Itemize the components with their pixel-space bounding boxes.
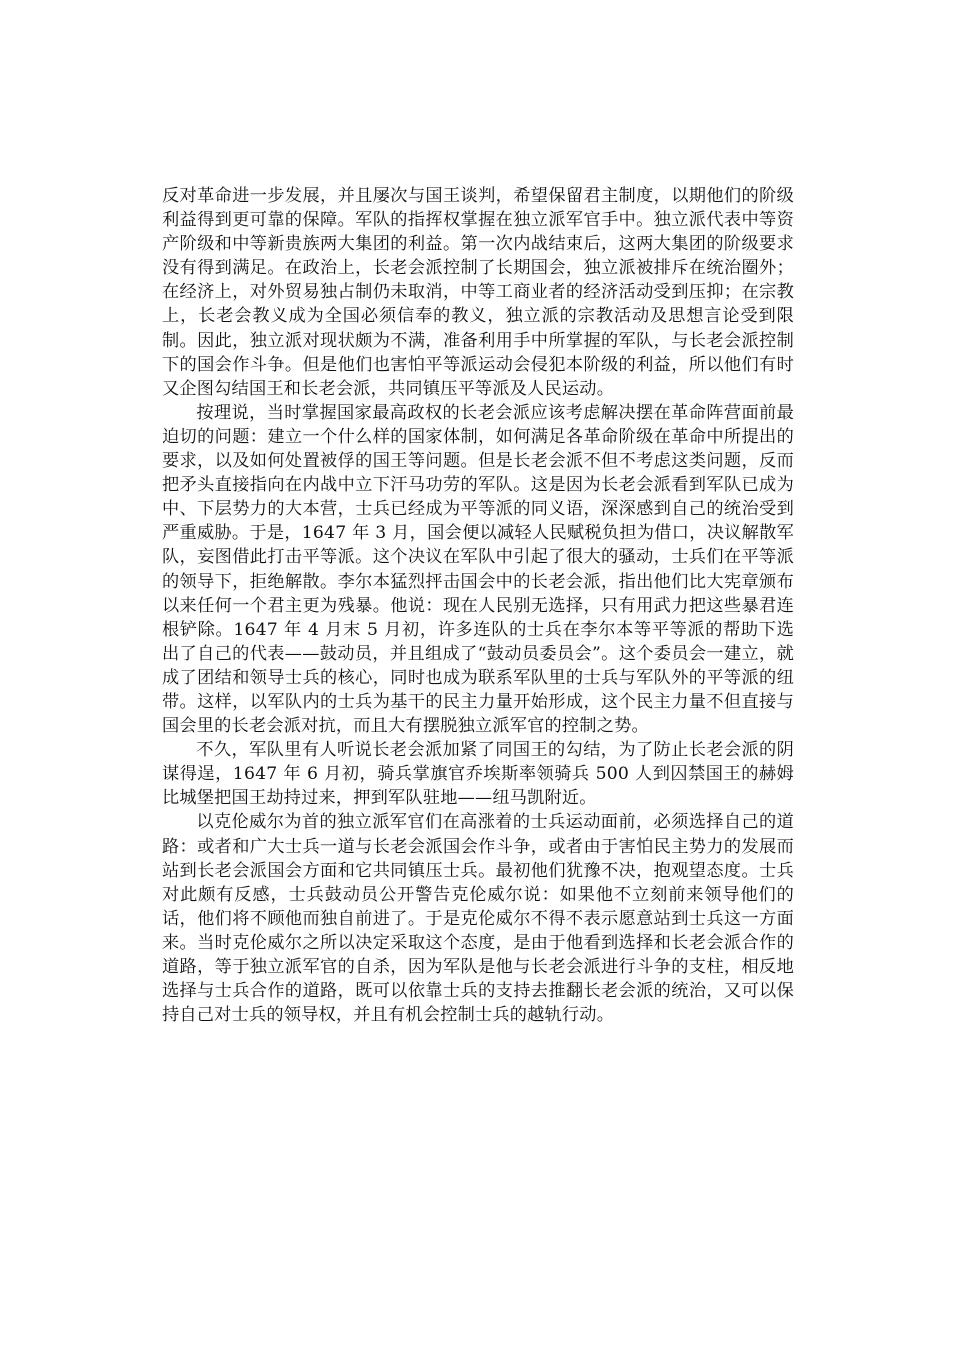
paragraph-4: 以克伦威尔为首的独立派军官们在高涨着的士兵运动面前，必须选择自己的道路：或者和广大士兵一道与长老会派国会作斗争，或者由于害怕民主势力的发展而站到长老会派国会方面和它共同镇压士兵。最初他们犹豫不决，抱观望态度。士兵对此颇有反感，士兵鼓动员公开警告克伦威尔说：如果他不立刻前来领导他们的话，他们将不顾他而独自前进了。于是克伦威尔不得不表示愿意站到士兵这一方面来。当时克伦威尔之所以决定采取这个态度，是由于他看到选择和长老会派合作的道路，等于独立派军官的自杀，因为军队是他与长老会派进行斗争的支柱，相反地选择与士兵合作的道路，既可以依靠士兵的支持去推翻长老会派的统治，又可以保持自己对士兵的领导权，并且有机会控制士兵的越轨行动。	[162, 812, 794, 1026]
document-body	[162, 184, 794, 1027]
paragraph-1: 反对革命进一步发展，并且屡次与国王谈判，希望保留君主制度，以期他们的阶级利益得到更可靠的保障。军队的指挥权掌握在独立派军官手中。独立派代表中等资产阶级和中等新贵族两大集团的利益。第一次内战结束后，这两大集团的阶级要求没有得到满足。在政治上，长老会派控制了长期国会，独立派被排斥在统治圈外；在经济上，对外贸易独占制仍未取消，中等工商业者的经济活动受到压抑；在宗教上，长老会教义成为全国必须信奉的教义，独立派的宗教活动及思想言论受到限制。因此，独立派对现状颇为不满，准备利用手中所掌握的军队，与长老会派控制下的国会作斗争。但是他们也害怕平等派运动会侵犯本阶级的利益，所以他们有时又企图勾结国王和长老会派，共同镇压平等派及人民运动。	[162, 186, 794, 399]
paragraph-3: 不久，军队里有人听说长老会派加紧了同国王的勾结，为了防止长老会派的阴谋得逞，1647 年 6 月初，骑兵掌旗官乔埃斯率领骑兵 500 人到囚禁国王的赫姆比城堡把国王劫持过来，押到军队驻地——纽马凯附近。	[162, 740, 794, 809]
paragraph-2: 按理说，当时掌握国家最高政权的长老会派应该考虑解决摆在革命阵营面前最迫切的问题：建立一个什么样的国家体制，如何满足各革命阶级在革命中所提出的要求，以及如何处置被俘的国王等问题。但是长老会派不但不考虑这类问题，反而把矛头直接指向在内战中立下汗马功劳的军队。这是因为长老会派看到军队已成为中、下层势力的大本营，士兵已经成为平等派的同义语，深深感到自己的统治受到严重威胁。于是，1647 年 3 月，国会便以减轻人民赋税负担为借口，决议解散军队，妄图借此打击平等派。这个决议在军队中引起了很大的骚动，士兵们在平等派的领导下，拒绝解散。李尔本猛烈抨击国会中的长老会派，指出他们比大宪章颁布以来任何一个君主更为残暴。他说：现在人民别无选择，只有用武力把这些暴君连根铲除。1647 年 4 月末 5 月初，许多连队的士兵在李尔本等平等派的帮助下选出了自己的代表——鼓动员，并且组成了“鼓动员委员会”。这个委员会一建立，就成了团结和领导士兵的核心，同时也成为联系军队里的士兵与军队外的平等派的纽带。这样，以军队内的士兵为基干的民主力量开始形成，这个民主力量不但直接与国会里的长老会派对抗，而且大有摆脱独立派军官的控制之势。	[162, 402, 794, 737]
